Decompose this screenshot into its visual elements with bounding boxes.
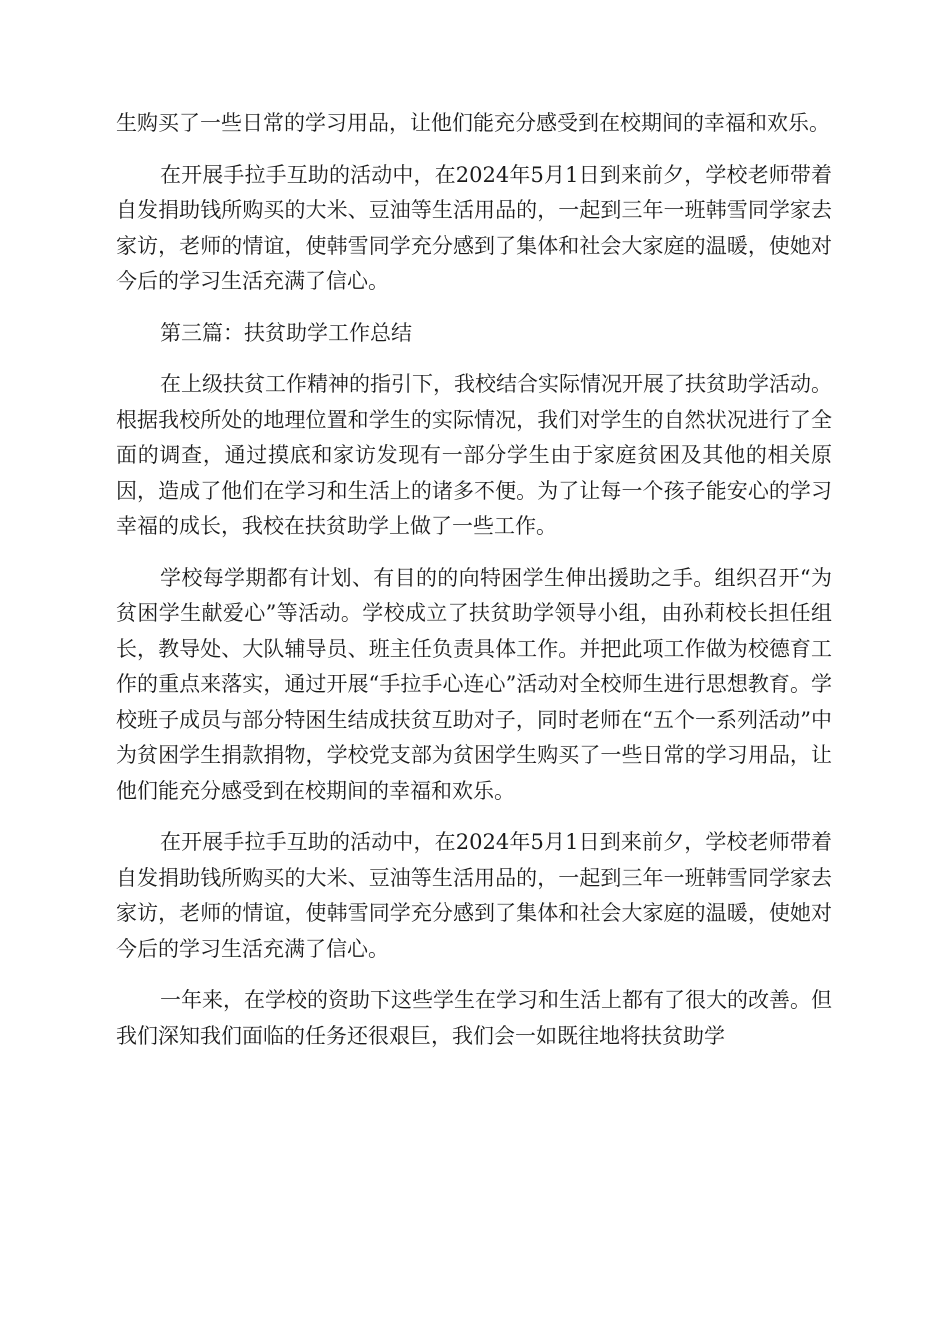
paragraph-intro: 在上级扶贫工作精神的指引下，我校结合实际情况开展了扶贫助学活动。根据我校所处的地理位置和学生的实际情况，我们对学生的自然状况进行了全面的调查，通过摸底和家访发现有一部分学生由于家庭贫困及其他的相关原因，造成了他们在学习和生活上的诸多不便。为了让每一个孩子能安心的学习幸福的成长，我校在扶贫助学上做了一些工作。	[116, 372, 832, 538]
section-heading: 第三篇：扶贫助学工作总结	[160, 320, 412, 345]
paragraph-school-activities: 学校每学期都有计划、有目的的向特困学生伸出援助之手。组织召开“为贫困学生献爱心”等活动。学校成立了扶贫助学领导小组，由孙莉校长担任组长，教导处、大队辅导员、班主任负责具体工作。并把此项工作做为校德育工作的重点来落实，通过开展“手拉手心连心”活动对全校师生进行思想教育。学校班子成员与部分特困生结成扶贫互助对子，同时老师在“五个一系列活动”中为贫困学生捐款捐物，学校党支部为贫困学生购买了一些日常的学习用品，让他们能充分感受到在校期间的幸福和欢乐。	[116, 565, 832, 803]
paragraph-continuation: 生购买了一些日常的学习用品，让他们能充分感受到在校期间的幸福和欢乐。	[116, 111, 830, 135]
paragraph-home-visit: 在开展手拉手互助的活动中，在2024年5月1日到来前夕，学校老师带着自发捐助钱所购买的大米、豆油等生活用品的，一起到三年一班韩雪同学家去家访，老师的情谊，使韩雪同学充分感到了集体和社会大家庭的温暖，使她对今后的学习生活充满了信心。	[116, 162, 832, 293]
paragraph-summary: 一年来，在学校的资助下这些学生在学习和生活上都有了很大的改善。但我们深知我们面临的任务还很艰巨，我们会一如既往地将扶贫助学	[116, 988, 832, 1048]
paragraph-home-visit-repeat: 在开展手拉手互助的活动中，在2024年5月1日到来前夕，学校老师带着自发捐助钱所购买的大米、豆油等生活用品的，一起到三年一班韩雪同学家去家访，老师的情谊，使韩雪同学充分感到了集体和社会大家庭的温暖，使她对今后的学习生活充满了信心。	[116, 830, 832, 961]
document-body	[116, 106, 832, 1070]
